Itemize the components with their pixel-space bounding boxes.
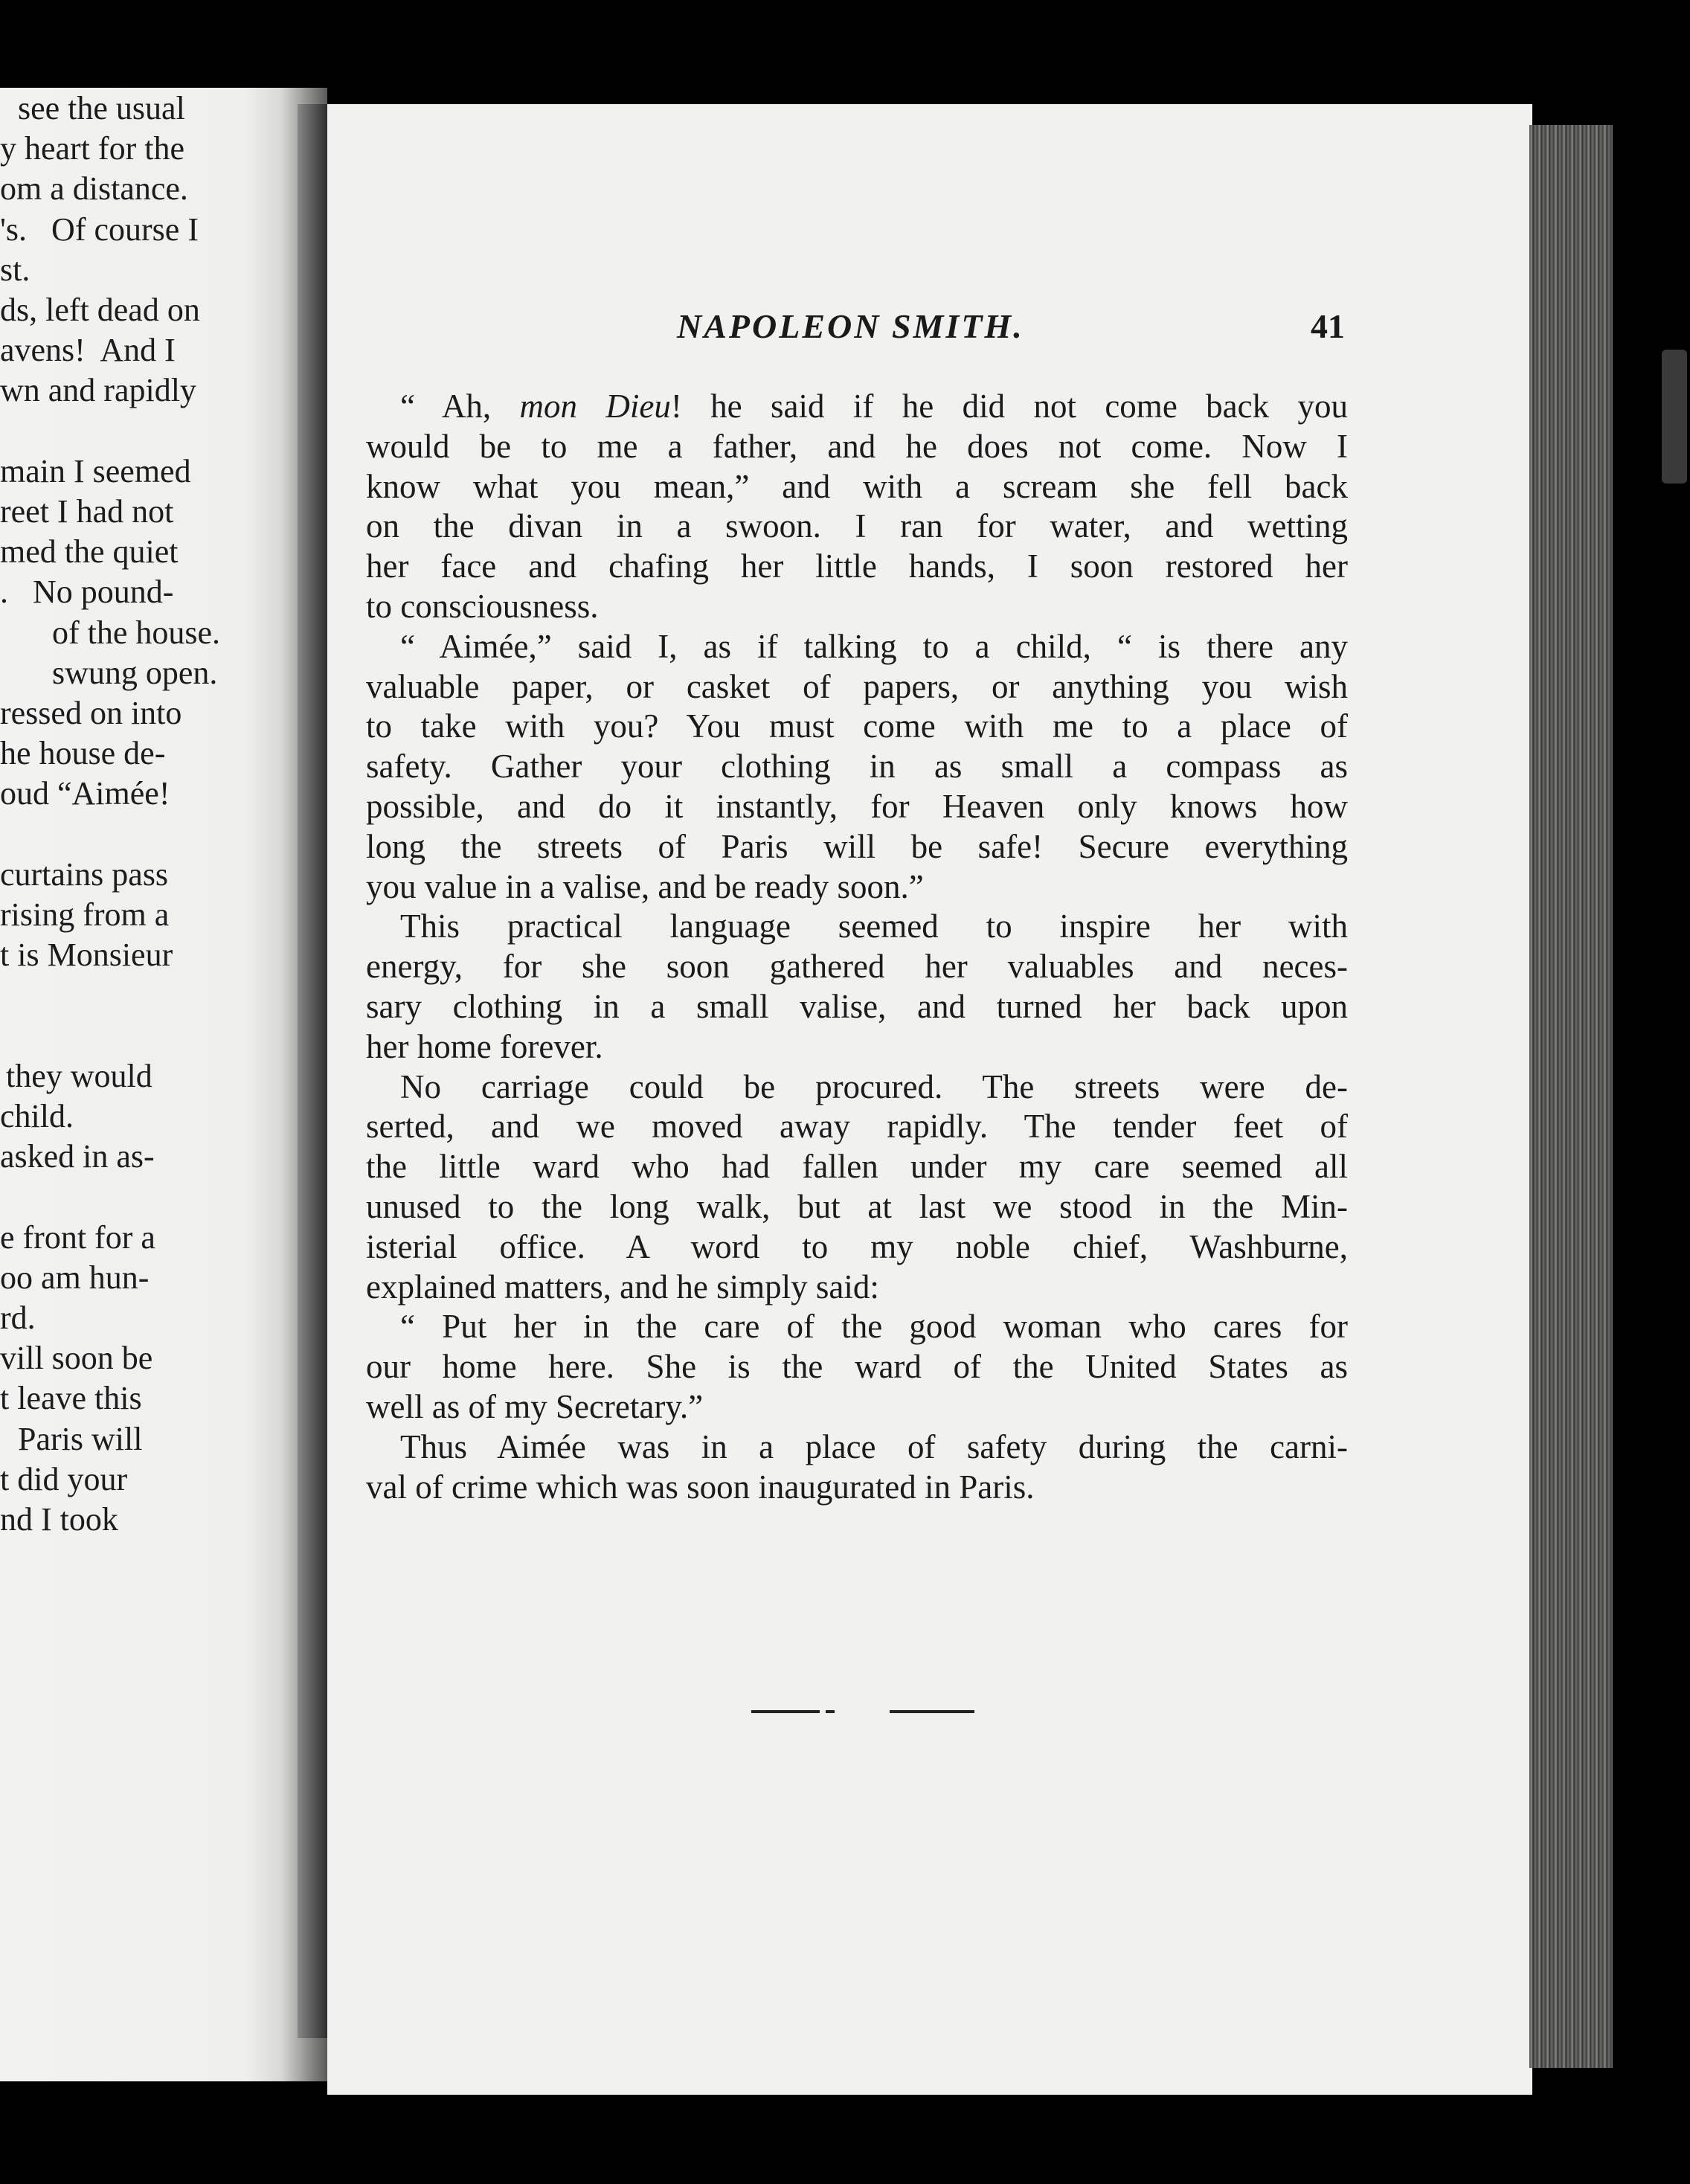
- facing-page-line: child.: [0, 1098, 74, 1134]
- text-line: would be to me a father, and he does not come. Now I: [366, 427, 1348, 465]
- facing-page-line: st.: [0, 251, 30, 288]
- text-line: our home here. She is the ward of the United States as: [366, 1348, 1348, 1386]
- text-line: val of crime which was soon inaugurated in Paris.: [366, 1468, 1035, 1506]
- text-line: valuable paper, or casket of papers, or anything you wish: [366, 667, 1348, 705]
- text-line: to take with you? You must come with me to a place of: [366, 707, 1348, 745]
- facing-page-line: asked in as-: [0, 1138, 155, 1175]
- facing-page-line: reet I had not: [0, 493, 174, 530]
- facing-page-line: oo am hun-: [0, 1259, 150, 1296]
- facing-page-line: ressed on into: [0, 695, 182, 731]
- facing-page-line: med the quiet: [0, 533, 179, 571]
- ornament-rule-right: [890, 1710, 974, 1713]
- facing-page-line: t is Monsieur: [0, 937, 173, 974]
- ornament-rule-dot: [826, 1710, 835, 1713]
- text-line: This practical language seemed to inspire her with: [400, 908, 1348, 945]
- facing-page-line: he house de-: [0, 735, 166, 772]
- text-line: No carriage could be procured. The streets were de-: [400, 1067, 1348, 1105]
- facing-page-line: om a distance.: [0, 170, 188, 208]
- facing-page-line: Paris will: [18, 1420, 143, 1457]
- text-line: “ Ah, mon Dieu! he said if he did not come back you: [400, 388, 1348, 425]
- text-line: long the streets of Paris will be safe! Secure everything: [366, 827, 1348, 865]
- running-head: [0, 306, 1690, 351]
- text-line: “ Put her in the care of the good woman who cares for: [400, 1308, 1348, 1346]
- text-line: her face and chafing her little hands, I soon restored her: [366, 547, 1348, 585]
- text-line: Thus Aimée was in a place of safety during the carni-: [400, 1427, 1348, 1465]
- facing-page-line: they would: [6, 1057, 152, 1094]
- text-line: well as of my Secretary.”: [366, 1387, 704, 1425]
- text-line: energy, for she soon gathered her valuables and neces-: [366, 948, 1348, 986]
- text-line: serted, and we moved away rapidly. The tender feet of: [366, 1108, 1348, 1146]
- page-edge-shadow: [1662, 350, 1687, 484]
- text-line: sary clothing in a small valise, and turned her back upon: [366, 987, 1348, 1025]
- text-line: explained matters, and he simply said:: [366, 1268, 879, 1305]
- text-line: you value in a valise, and be ready soon.”: [366, 867, 924, 905]
- facing-page-left: [0, 88, 327, 2081]
- facing-page-line: vill soon be: [0, 1340, 153, 1377]
- text-line: isterial office. A word to my noble chief, Washburne,: [366, 1227, 1348, 1265]
- italic-phrase: mon Dieu: [519, 388, 671, 425]
- text-line: on the divan in a swoon. I ran for water, and wetting: [366, 507, 1348, 545]
- text-line: the little ward who had fallen under my care seemed all: [366, 1148, 1348, 1186]
- facing-page-line: see the usual: [18, 90, 185, 126]
- page-number: 41: [1311, 307, 1345, 345]
- facing-page-line: swung open.: [52, 654, 218, 691]
- page-edge-stack: [1529, 125, 1613, 2068]
- text-line: possible, and do it instantly, for Heaven only knows how: [366, 787, 1348, 825]
- facing-page-line: wn and rapidly: [0, 372, 196, 409]
- facing-page-line: e front for a: [0, 1218, 155, 1256]
- facing-page-line: of the house.: [52, 614, 221, 651]
- facing-page-line: curtains pass: [0, 855, 169, 893]
- body-text: [366, 387, 1348, 1507]
- ornament-rule-left: [751, 1710, 820, 1713]
- facing-page-line: y heart for the: [0, 130, 184, 167]
- facing-page-line: main I seemed: [0, 452, 191, 489]
- text-line: unused to the long walk, but at last we stood in the Min-: [366, 1187, 1348, 1225]
- running-title: NAPOLEON SMITH.: [677, 307, 1024, 345]
- facing-page-line: t leave this: [0, 1380, 142, 1417]
- facing-page-line: rising from a: [0, 896, 170, 933]
- text-line: safety. Gather your clothing in as small a compass as: [366, 748, 1348, 786]
- facing-page-line: oud “Aimée!: [0, 775, 170, 812]
- facing-page-line: avens! And I: [0, 332, 176, 369]
- text-line: her home forever.: [366, 1027, 603, 1065]
- facing-page-line: t did your: [0, 1460, 128, 1497]
- section-end-ornament: [0, 1708, 1690, 1715]
- text-line: know what you mean,” and with a scream she fell back: [366, 467, 1348, 505]
- facing-page-line: . No pound-: [0, 574, 174, 611]
- facing-page-line: nd I took: [0, 1501, 118, 1538]
- facing-page-line: 's. Of course I: [0, 211, 199, 248]
- text-line: “ Aimée,” said I, as if talking to a child, “ is there any: [400, 627, 1348, 665]
- facing-page-line: rd.: [0, 1300, 36, 1336]
- facing-page-line: ds, left dead on: [0, 292, 200, 328]
- text-line: to consciousness.: [366, 587, 599, 625]
